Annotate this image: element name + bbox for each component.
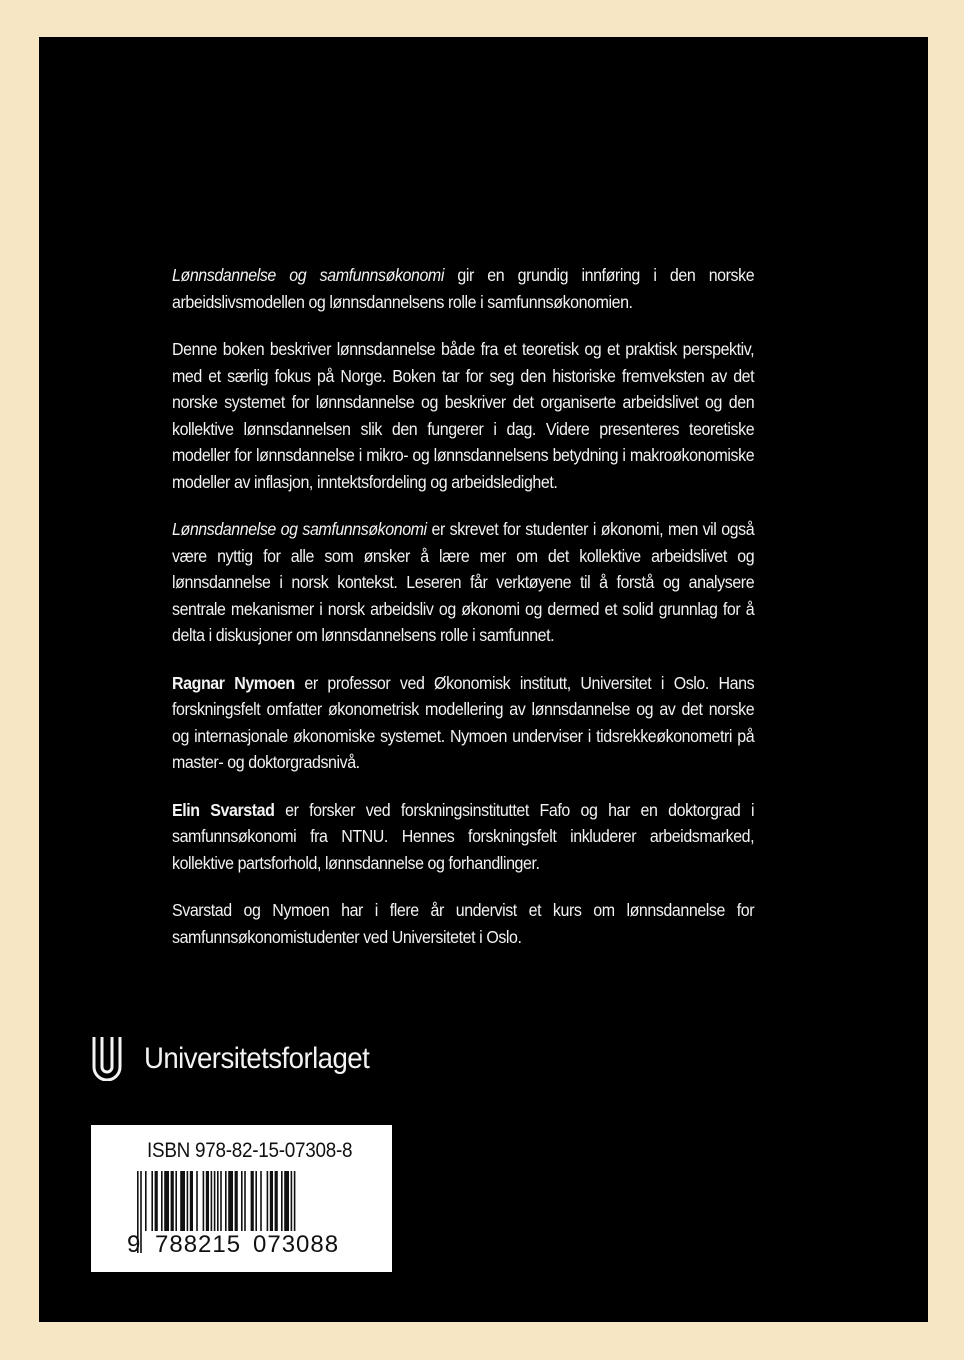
back-cover-blurb [172, 262, 754, 971]
barcode-bar [145, 1171, 147, 1231]
barcode-bar [164, 1171, 169, 1231]
barcode-bar [187, 1171, 189, 1231]
author-bio-nymoen: Ragnar Nymoen er professor ved Økonomisk institutt, Universitet i Oslo. Hans forskningsfelt omfatter økonometrisk modellering av lønnsdannelse og av det norske og internasjonale økonomiske systemet. Nymoen underviser i tidsrekkeøkonometri på master- og doktorgradsnivå. [172, 672, 755, 772]
isbn-label: ISBN 978-82-15-07308-8 [147, 1139, 353, 1162]
blurb-paragraph-course: Svarstad og Nymoen har i flere år undervist et kurs om lønnsdannelse for samfunnsøkonomistudenter ved Universitetet i Oslo. [172, 900, 755, 947]
publisher-logo [92, 1037, 389, 1081]
barcode-bar [255, 1171, 257, 1231]
blurb-paragraph-description: Denne boken beskriver lønnsdannelse både fra et teoretisk og et praktisk perspektiv, med et særlig fokus på Norge. Boken tar for seg den historiske fremveksten av det norske systemet for lønnsdannelse og beskriver det organiserte arbeidslivet og den kollektive lønnsdannelsen slik den fungerer i dag. Videre presenteres teoretiske modeller for lønnsdannelse i mikro- og lønnsdannelsens betydning i makroøkonomiske modeller av inflasjon, inntektsfordeling og arbeidsledighet. [172, 339, 755, 492]
isbn-barcode-box [91, 1125, 392, 1272]
barcode-bar [175, 1171, 177, 1231]
barcode-bar [284, 1171, 289, 1231]
u-mark-icon [92, 1037, 122, 1081]
barcode-bar [206, 1171, 209, 1231]
barcode-bar [275, 1171, 278, 1231]
barcode-digits-right: 073088 [253, 1231, 340, 1258]
barcode-bar [155, 1171, 158, 1231]
barcode-bar [267, 1171, 269, 1231]
barcode-bar [180, 1171, 185, 1231]
barcode-bar [251, 1171, 254, 1231]
barcode-bar [281, 1171, 283, 1231]
blurb-paragraph-intro: Lønnsdannelse og samfunnsøkonomi gir en grundig innføring i den norske arbeidslivsmodellen og lønnsdannelsens rolle i samfunnsøkonomien. [172, 265, 755, 312]
barcode-bar [190, 1171, 193, 1231]
barcode-bar [203, 1171, 205, 1231]
publisher-name: Universitetsforlaget [144, 1042, 370, 1075]
author-name: Ragnar Nymoen [172, 672, 295, 693]
barcode-bar [151, 1171, 153, 1231]
barcode-bar [235, 1171, 238, 1231]
barcode-digits-left: 788215 [155, 1231, 242, 1258]
barcode-bar [225, 1171, 227, 1231]
author-bio-svarstad: Elin Svarstad er forsker ved forskningsinstituttet Fafo og har en doktorgrad i samfunnsøkonomi fra NTNU. Hennes forskningsfelt inkluderer arbeidsmarked, kollektive partsforhold, lønnsdannelse og forhandlinger. [172, 799, 755, 873]
barcode-bar [140, 1171, 142, 1253]
barcode-bar [171, 1171, 174, 1231]
barcode-bar [260, 1171, 262, 1231]
barcode-bar [270, 1171, 273, 1231]
barcode-bar [161, 1171, 163, 1231]
book-title-italic: Lønnsdannelse og samfunnsøkonomi [172, 265, 444, 285]
barcode-bar [196, 1171, 198, 1231]
barcode-bar [211, 1171, 213, 1231]
barcode-bar [228, 1171, 233, 1231]
author-name: Elin Svarstad [172, 799, 275, 820]
barcode-bar [241, 1171, 243, 1231]
blurb-paragraph-audience: Lønnsdannelse og samfunnsøkonomi er skrevet for studenter i økonomi, men vil også være nyttig for alle som ønsker å lære mer om det kollektive arbeidslivet og lønnsdannelse i norsk kontekst. Leseren får verktøyene til å forstå og analysere sentrale mekanismer i norsk arbeidsliv og økonomi og dermed et solid grunnlag for å delta i diskusjoner om lønnsdannelsens rolle i samfunnet. [172, 519, 755, 645]
barcode-digit-first: 9 [127, 1231, 141, 1258]
book-title-italic: Lønnsdannelse og samfunnsøkonomi [172, 519, 427, 539]
barcode-bar [244, 1171, 246, 1231]
